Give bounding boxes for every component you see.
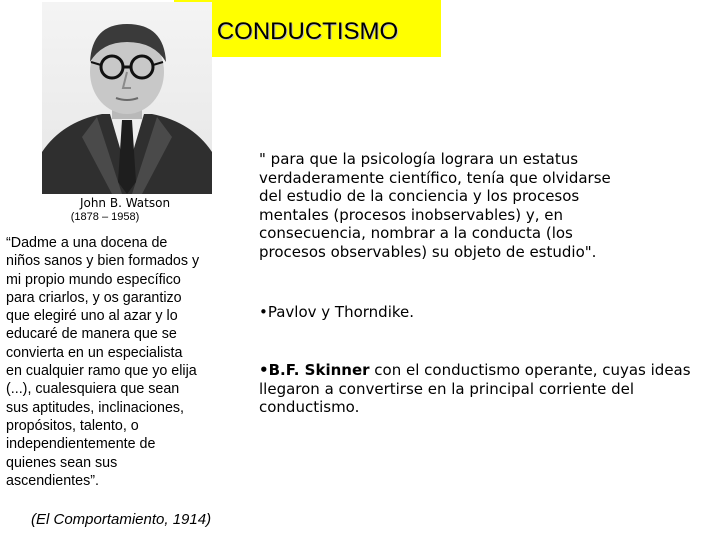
definition-paragraph: " para que la psicología lograra un estatus verdaderamente científico, tenía que olvidarse del estudio de la conciencia y los procesos mentales (procesos inobservables) y, en consecuencia, nombrar a la conducta (los procesos observables) su objeto de estudio". [259, 150, 611, 261]
portrait-dates: (1878 – 1958) [70, 211, 140, 223]
slide-title: CONDUCTISMO [216, 17, 399, 45]
watson-portrait-photo [42, 2, 212, 194]
watson-quote: “Dadme a una docena de niños sanos y bien formados y mi propio mundo específico para criarlos, y os garantizo que elegiré uno al azar y lo educaré de manera que se convierta en un especialista en cualquier ramo que yo elija (...), cualesquiera que sean sus aptitudes, inclinaciones, propósitos, talento, o independientemente de quienes sean sus ascendientes”. [6, 235, 200, 489]
portrait-name: John B. Watson [79, 196, 171, 210]
bullet-skinner [259, 361, 715, 417]
skinner-description: con el conductismo operante, cuyas ideas llegaron a convertirse en la principal corriente del conductismo. [259, 361, 691, 417]
bullet-pavlov-thorndike: •Pavlov y Thorndike. [259, 303, 415, 321]
quote-source: (El Comportamiento, 1914) [31, 511, 212, 528]
skinner-name: •B.F. Skinner [259, 361, 370, 379]
title-banner [174, 0, 441, 57]
